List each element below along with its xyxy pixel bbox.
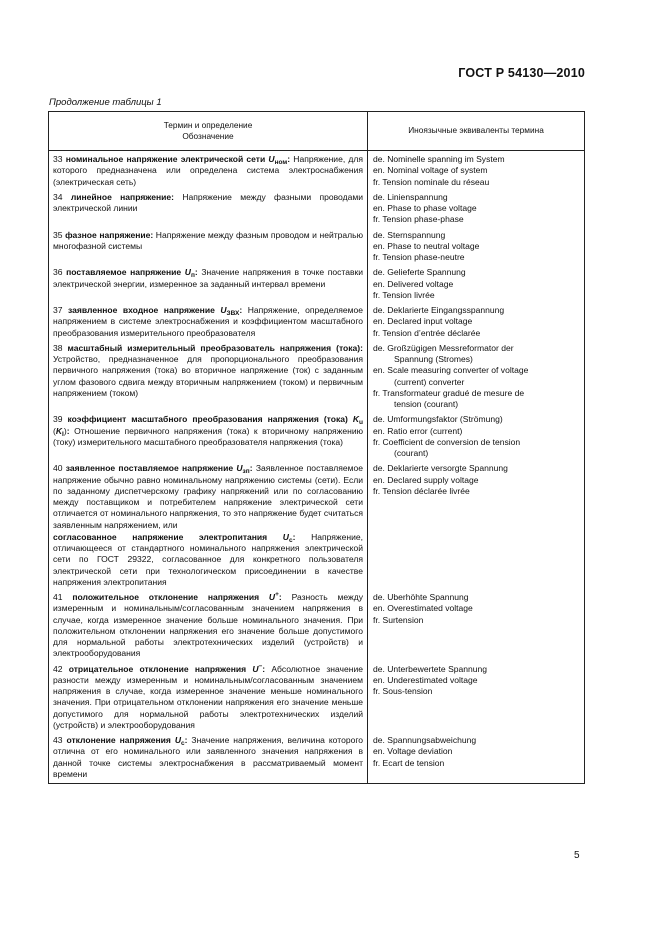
symbol-letter: K — [55, 425, 63, 436]
equivalents-cell — [368, 302, 585, 340]
symbol-letter: U — [220, 305, 227, 315]
equivalent-line: en. Delivered voltage — [373, 278, 454, 289]
term-symbol — [268, 154, 287, 164]
equivalent-line: en. Scale measuring converter of voltage — [373, 365, 529, 376]
term-definition — [53, 343, 363, 399]
term-definition: 39 коэффициент масштабного преобразования напряжения (тока) $K_u$ $(K_I)$: Отношение первичного напряжения (тока) к вторичному напряжению (току) измерительного масштабного преобразователя напряжения (тока) — [53, 414, 363, 447]
table-row — [49, 302, 585, 340]
term-definition — [53, 592, 363, 660]
symbol-letter: U — [236, 463, 243, 474]
symbol-letter: U — [252, 663, 259, 674]
definition-text-alt: Напряжение, отличающееся от стандартного номинального напряжения электрической сети по ГОСТ 29322, согласованное для конкретного пользователя электрической сети при технологическом присоединении в качестве напряжения электропитания — [53, 531, 363, 587]
equivalent-line: (current) converter — [394, 376, 465, 387]
definition-text: Отношение первичного напряжения (тока) к вторичному напряжению (току) измерительного масштабного преобразователя напряжения (тока) — [53, 425, 363, 447]
equivalent-line: en. Phase to phase voltage — [373, 203, 477, 213]
term-colon: : — [278, 592, 282, 602]
equivalent-line: de. Sternspannung — [373, 229, 446, 240]
term-colon: : — [194, 267, 198, 278]
definition-text: Напряжение, для которого предназначена или определена система электроснабжения (электрическая сеть) — [53, 154, 363, 187]
term-symbol — [175, 735, 185, 745]
symbol-letter: U — [184, 267, 191, 278]
definition-text: Значение напряжения, величина которого отлична от его номинального или заявленного значения напряжения в данной точке системы электроснабжения в рассматриваемый момент времени — [53, 735, 364, 779]
equivalents-cell — [368, 411, 585, 460]
term-name: заявленное поставляемое напряжение — [65, 463, 234, 474]
symbol-superscript: − — [258, 662, 263, 670]
term-name: поставляемое напряжение — [66, 267, 182, 278]
term-symbol — [220, 305, 239, 315]
equivalents-cell — [368, 340, 585, 412]
equivalent-line: de. Deklarierte Eingangsspannung — [373, 305, 505, 315]
table-row — [49, 732, 585, 784]
equivalent-line: (courant) — [394, 448, 429, 458]
equivalent-line: en. Declared input voltage — [373, 316, 473, 327]
equivalents-cell — [368, 264, 585, 302]
equivalent-line: de. Umformungsfaktor (Strömung) — [373, 414, 503, 425]
term-colon: : — [287, 154, 291, 164]
header-term-column — [49, 112, 368, 151]
equivalent-line: de. Linienspannung — [373, 191, 448, 202]
table-row — [49, 589, 585, 661]
equivalent-line: fr. Ecart de tension — [373, 757, 445, 768]
table-row — [49, 189, 585, 227]
term-colon: : — [184, 735, 188, 745]
table-continuation-caption: Продолжение таблицы 1 — [49, 97, 162, 108]
definition-text: Напряжение между фазными проводами электрической линии — [53, 191, 363, 213]
equivalent-line: fr. Tension déclarée livrée — [373, 485, 470, 496]
header-term-line1: Термин и определение — [163, 119, 253, 130]
term-definition — [53, 735, 363, 780]
term-name: фазное напряжение: — [65, 229, 154, 240]
term-name: линейное напряжение: — [70, 191, 175, 202]
term-symbol — [56, 426, 64, 436]
header-term-line2: Обозначение — [182, 131, 234, 141]
definition-text: Заявленное поставляемое напряжение обычно равно номинальному напряжению системы (сети). Если по заданному диспетчерскому графику напряжений или по согласованию между поставщиком и потребителем напряжение электрической сети отличается от номинального напряжения, то это напряжение будет считаться заявленным напряжением, или — [53, 463, 364, 530]
equivalents-cell — [368, 151, 585, 189]
equivalent-line: de. Uberhöhte Spannung — [373, 592, 469, 602]
term-colon: : — [249, 463, 253, 474]
equivalent-line: fr. Sous-tension — [373, 686, 433, 696]
term-number: 39 — [53, 414, 68, 425]
table-row — [49, 264, 585, 302]
term-cell — [49, 732, 368, 784]
equivalent-line: de. Spannungsabweichung — [373, 735, 477, 745]
term-colon: : — [292, 531, 296, 542]
equivalent-line: de. Großzügigen Messreformator der — [373, 342, 514, 353]
symbol-subscript: u — [359, 419, 363, 427]
term-cell — [49, 264, 368, 302]
term-colon: : — [66, 425, 70, 436]
equivalent-line: Spannung (Stromes) — [394, 354, 473, 364]
term-name: отклонение напряжения — [66, 735, 171, 745]
term-name: отрицательное отклонение напряжения — [68, 663, 247, 674]
equivalent-line: en. Nominal voltage of system — [373, 165, 488, 176]
term-cell — [49, 189, 368, 227]
equivalent-line: fr. Tension d’entrée déclarée — [373, 327, 481, 338]
definition-text: Значение напряжения в точке поставки электрической энергии, измеренное за заданный интервал времени — [53, 267, 364, 289]
term-number: 35 — [53, 229, 66, 240]
term-number: 33 — [53, 154, 66, 164]
term-cell — [49, 411, 368, 460]
equivalent-line: fr. Tension nominale du réseau — [373, 176, 490, 187]
term-cell — [49, 661, 368, 733]
term-cell — [49, 589, 368, 661]
term-cell — [49, 227, 368, 265]
term-definition — [53, 192, 363, 215]
term-number: 37 — [53, 305, 68, 315]
symbol-letter: U — [282, 531, 289, 542]
table-row — [49, 227, 585, 265]
equivalent-line: en. Ratio error (current) — [373, 425, 463, 436]
definition-text: Устройство, предназначенное для пропорционального преобразования первичного напряжения (тока) во вторичное напряжение (ток) с заданным углом фазового сдвига между вторичным напряжением (током) и первичным напряжением (током) — [53, 354, 363, 398]
term-colon: : — [239, 305, 243, 315]
symbol-letter: K — [352, 414, 360, 425]
table-row — [49, 151, 585, 189]
term-symbol — [184, 267, 195, 280]
term-definition-alt — [53, 532, 363, 588]
term-definition — [53, 267, 363, 290]
term-colon: : — [262, 663, 266, 674]
definition-text: Напряжение между фазным проводом и нейтралью многофазной системы — [53, 229, 364, 251]
term-number: 36 — [53, 267, 67, 278]
definition-text: Разность между измеренным и номинальным/согласованным значением напряжения в случае, когда измеренное значение больше номинального значения. При положительном отклонении напряжения его значение больше допустимого для нормальной работы электротехнических изделий (устройств) и электрооборудования — [53, 592, 363, 659]
equivalents-cell — [368, 460, 585, 589]
symbol-letter: U — [268, 154, 275, 164]
term-definition — [53, 230, 363, 253]
term-number: 42 — [53, 663, 69, 674]
equivalent-line: en. Overestimated voltage — [373, 603, 473, 614]
equivalent-line: de. Unterbewertete Spannung — [373, 663, 488, 674]
equivalent-line: fr. Surtension — [373, 614, 424, 625]
equivalent-line: de. Gelieferte Spannung — [373, 267, 466, 278]
table-row — [49, 661, 585, 733]
term-name: номинальное напряжение электрической сети — [65, 154, 266, 164]
definition-text: Абсолютное значение разности между измеренным и номинальным/согласованным значением напряжения в случае, когда измеренное значение меньше номинального значения. При отрицательном отклонении напряжения его значение меньше допустимого для нормальной работы электротехнических изделий (устройств) и электрооборудования — [53, 663, 363, 730]
term-cell — [49, 460, 368, 589]
terms-table — [48, 111, 585, 784]
equivalent-line: fr. Coefficient de conversion de tension — [373, 436, 521, 447]
header-equivalents-column: Иноязычные эквиваленты термина — [368, 112, 585, 151]
table-row — [49, 340, 585, 412]
table-header-row — [49, 112, 585, 151]
term-name: заявленное входное напряжение — [67, 305, 215, 315]
symbol-subscript: I — [62, 430, 64, 438]
equivalent-line: fr. Transformateur gradué de mesure de — [373, 387, 525, 398]
symbol-superscript: + — [275, 591, 279, 598]
term-symbol — [236, 463, 250, 476]
term-cell — [49, 151, 368, 189]
equivalent-line: fr. Tension phase-neutre — [373, 252, 465, 262]
term-cell — [49, 302, 368, 340]
term-number: 41 — [53, 592, 73, 602]
symbol-subscript: с — [181, 740, 185, 747]
equivalents-cell — [368, 732, 585, 784]
term-definition — [53, 664, 363, 732]
equivalent-line: en. Underestimated voltage — [373, 674, 478, 685]
equivalents-cell — [368, 189, 585, 227]
symbol-letter: U — [174, 735, 181, 745]
term-number: 34 — [53, 191, 71, 202]
equivalent-line: en. Voltage deviation — [373, 746, 453, 757]
term-cell — [49, 340, 368, 412]
term-number: 43 — [53, 735, 67, 745]
equivalent-line: de. Deklarierte versorgte Spannung — [373, 463, 508, 474]
equivalents-cell — [368, 227, 585, 265]
table-row — [49, 460, 585, 589]
term-symbol — [269, 592, 279, 602]
term-symbol — [252, 664, 262, 674]
equivalent-line: fr. Tension phase-phase — [373, 214, 464, 225]
term-definition — [53, 463, 363, 531]
equivalent-line: tension (courant) — [394, 399, 459, 409]
symbol-subscript: ЗВХ — [226, 310, 240, 317]
standard-number: ГОСТ Р 54130—2010 — [458, 66, 585, 80]
equivalent-line: en. Phase to neutral voltage — [373, 240, 480, 251]
symbol-subscript: п — [190, 272, 195, 280]
term-definition — [53, 305, 363, 339]
equivalents-cell — [368, 589, 585, 661]
equivalents-cell — [368, 661, 585, 733]
equivalent-line: en. Declared supply voltage — [373, 474, 479, 485]
symbol-subscript: с — [288, 536, 293, 544]
definition-text: Напряжение, определяемое напряжением в системе электроснабжения и коэффициентом масштабного преобразования измерительного преобразователя — [53, 305, 364, 338]
symbol-subscript: ном — [274, 159, 288, 166]
symbol-subscript: зп — [242, 468, 250, 476]
term-number: 38 — [53, 342, 68, 353]
term-symbol — [352, 414, 363, 427]
term-name: положительное отклонение напряжения — [72, 592, 260, 602]
page-number: 5 — [574, 850, 580, 861]
term-definition — [53, 154, 363, 188]
equivalent-line: de. Nominelle spanning im System — [373, 154, 505, 164]
table-row — [49, 411, 585, 460]
term-symbol — [283, 532, 293, 542]
term-name: коэффициент масштабного преобразования напряжения (тока) — [67, 414, 348, 425]
term-name-alt: согласованное напряжение электропитания — [53, 531, 268, 542]
equivalent-line: fr. Tension livrée — [373, 289, 435, 300]
symbol-letter: U — [268, 592, 276, 602]
term-number: 40 — [53, 463, 66, 474]
term-name: масштабный измерительный преобразователь напряжения (тока): — [67, 342, 363, 353]
